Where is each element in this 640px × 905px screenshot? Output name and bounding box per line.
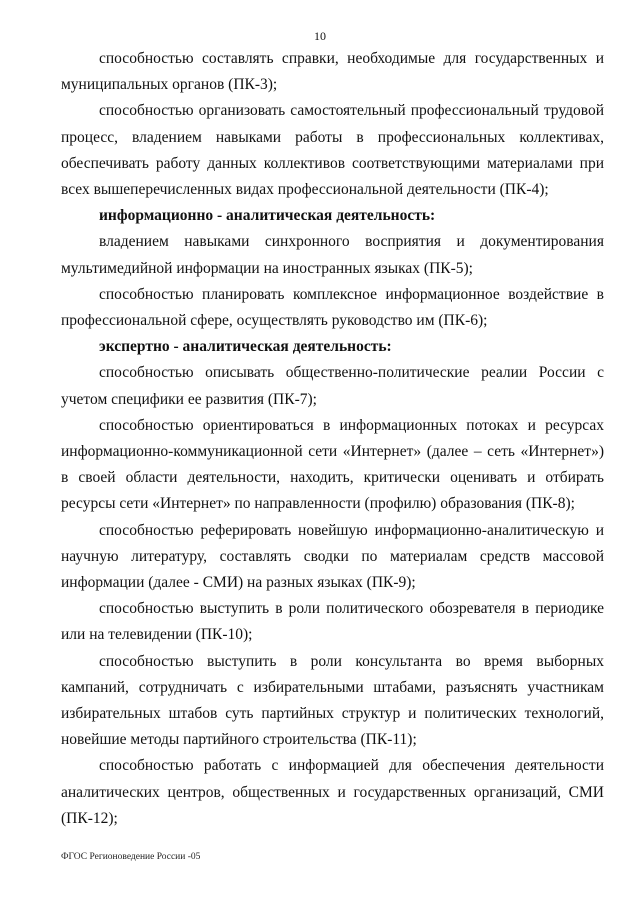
paragraph-pk10: способностью выступить в роли политического обозревателя в периодике или на телевидении (ПК-10); bbox=[61, 600, 604, 644]
page-footer: ФГОС Регионоведение России -05 bbox=[61, 852, 201, 862]
section-heading-expert-analytic: экспертно - аналитическая деятельность: bbox=[99, 338, 392, 356]
paragraph-pk3: способностью составлять справки, необходимые для государственных и муниципальных органов (ПК-3); bbox=[61, 50, 604, 94]
paragraph-pk6: способностью планировать комплексное информационное воздействие в профессиональной сфере, осуществлять руководство им (ПК-6); bbox=[61, 285, 604, 330]
paragraph-pk8: способностью ориентироваться в информационных потоках и ресурсах информационно-коммуникационной сети «Интернет» (далее – сеть «Интернет») в своей области деятельности, находить, критически оценивать и отбирать ресурсы сети «Интернет» по направленности (профилю) образования (ПК-8); bbox=[61, 416, 604, 513]
paragraph-pk9: способностью реферировать новейшую информационно-аналитическую и научную литературу, составлять сводки по материалам средств массовой информации (далее - СМИ) на разных языках (ПК-9); bbox=[61, 521, 604, 592]
document-body bbox=[61, 46, 604, 832]
page-number: 10 bbox=[314, 29, 326, 43]
paragraph-pk7: способностью описывать общественно-политические реалии России с учетом специфики ее развития (ПК-7); bbox=[61, 364, 604, 408]
paragraph-pk12: способностью работать с информацией для обеспечения деятельности аналитических центров, общественных и государственных организаций, СМИ (ПК-12); bbox=[61, 757, 604, 827]
section-heading-info-analytic: информационно - аналитическая деятельность: bbox=[99, 207, 436, 225]
paragraph-pk4: способностью организовать самостоятельный профессиональный трудовой процесс, владением навыками работы в профессиональных коллективах, обеспечивать работу данных коллективов соответствующими материалами при всех вышеперечисленных видах профессиональной деятельности (ПК-4); bbox=[61, 102, 604, 199]
paragraph-pk5: владением навыками синхронного восприятия и документирования мультимедийной информации на иностранных языках (ПК-5); bbox=[61, 233, 604, 277]
paragraph-pk11: способностью выступить в роли консультанта во время выборных кампаний, сотрудничать с избирательными штабами, разъяснять участникам избирательных штабов суть партийных структур и политических технологий, новейшие методы партийного строительства (ПК-11); bbox=[61, 652, 604, 749]
